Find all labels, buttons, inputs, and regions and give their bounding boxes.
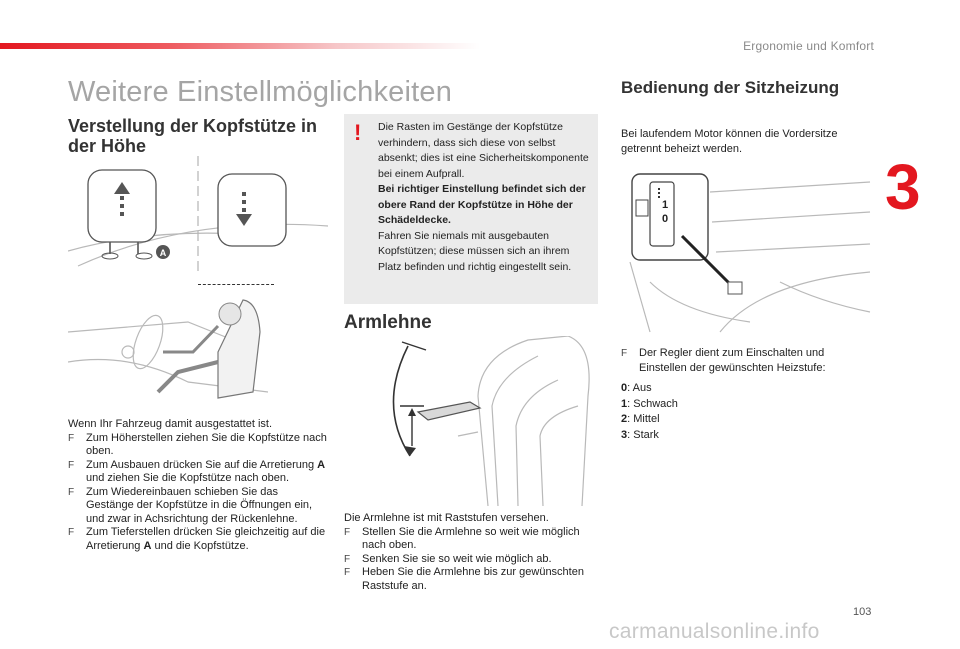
bullet-icon: F [621, 348, 628, 359]
warning-box [344, 114, 598, 304]
headrest-illustration [68, 156, 336, 276]
heating-intro: Bei laufendem Motor können die Vordersitze getrennt beheizt werden. [621, 128, 838, 155]
armrest-step: F Stellen Sie die Armlehne so weit wie möglich nach oben. [344, 525, 580, 551]
headrest-step: F Zum Ausbauen drücken Sie auf die Arretierung A und ziehen Sie die Kopfstütze nach oben. [68, 458, 326, 484]
warning-text: Die Rasten im Gestänge der Kopfstütze verhindern, dass sich diese von selbst absenkt; dies ist eine Sicherheitskomponente bei einem Aufprall. Bei richtiger Einstellung befindet sich der obere Rand der Kopfstütze in Höhe der Schädeldecke. Fahren Sie niemals mit ausgebauten Kopfstützen; diese müssen sich an ihrem Platz befinden und richtig eingestellt sein. [378, 121, 589, 273]
callout-a-label: A [159, 248, 167, 258]
headrest-intro: Wenn Ihr Fahrzeug damit ausgestattet ist. [68, 418, 273, 430]
switch-label-0: 0 [661, 213, 669, 225]
chapter-number: 3 [885, 151, 921, 223]
heating-level: 0: Aus [621, 382, 652, 394]
seat-heating-illustration [620, 162, 872, 334]
headrest-heading: Verstellung der Kopfstütze in der Höhe [68, 116, 318, 156]
armrest-step: F Heben Sie die Armlehne bis zur gewünschten Raststufe an. [344, 566, 584, 592]
bullet-icon: F [68, 527, 75, 538]
armrest-intro: Die Armlehne ist mit Raststufen versehen. [344, 512, 549, 524]
armrest-steps [344, 526, 598, 594]
dashed-separator [198, 284, 274, 285]
armrest-step: F Senken Sie sie so weit wie möglich ab. [344, 552, 552, 565]
section-header: Ergonomie und Komfort [743, 39, 874, 53]
watermark: carmanualsonline.info [609, 620, 820, 643]
bullet-icon: F [68, 459, 75, 471]
heating-levels [621, 381, 678, 443]
headrest-instructions [68, 418, 328, 553]
heating-level: 2: Mittel [621, 413, 660, 425]
bullet-icon: F [68, 486, 75, 498]
bullet-icon: F [344, 567, 351, 578]
headrest-step: F Zum Tieferstellen drücken Sie gleichzeitig auf die Arretierung A und die Kopfstütze. [68, 526, 326, 552]
headrest-step: F Zum Höherstellen ziehen Sie die Kopfstütze nach oben. [68, 431, 327, 457]
warning-icon: ! [354, 120, 362, 145]
header-accent-bar [0, 43, 480, 49]
armrest-heading: Armlehne [344, 312, 432, 333]
heating-level: 3: Stark [621, 428, 659, 441]
bullet-icon: F [68, 432, 75, 444]
heating-level: 1: Schwach [621, 397, 678, 410]
bullet-icon: F [344, 526, 351, 538]
heating-heading: Bedienung der Sitzheizung [621, 78, 840, 97]
headrest-step: F Zum Wiedereinbauen schieben Sie das Gestänge der Kopfstütze in die Öffnungen ein, und zwar in Achsrichtung der Rückenlehne. [68, 485, 313, 525]
bullet-icon: F [344, 553, 351, 565]
switch-label-1: 1 [661, 199, 669, 211]
armrest-illustration [368, 336, 600, 510]
headrest-steps [68, 432, 328, 554]
page-title: Weitere Einstellmöglichkeiten [68, 76, 453, 108]
driver-seat-illustration [68, 292, 268, 402]
armrest-instructions [344, 512, 598, 593]
page-number: 103 [853, 606, 872, 618]
heating-regler: F Der Regler dient zum Einschalten und Einstellen der gewünschten Heizstufe: [621, 347, 826, 374]
